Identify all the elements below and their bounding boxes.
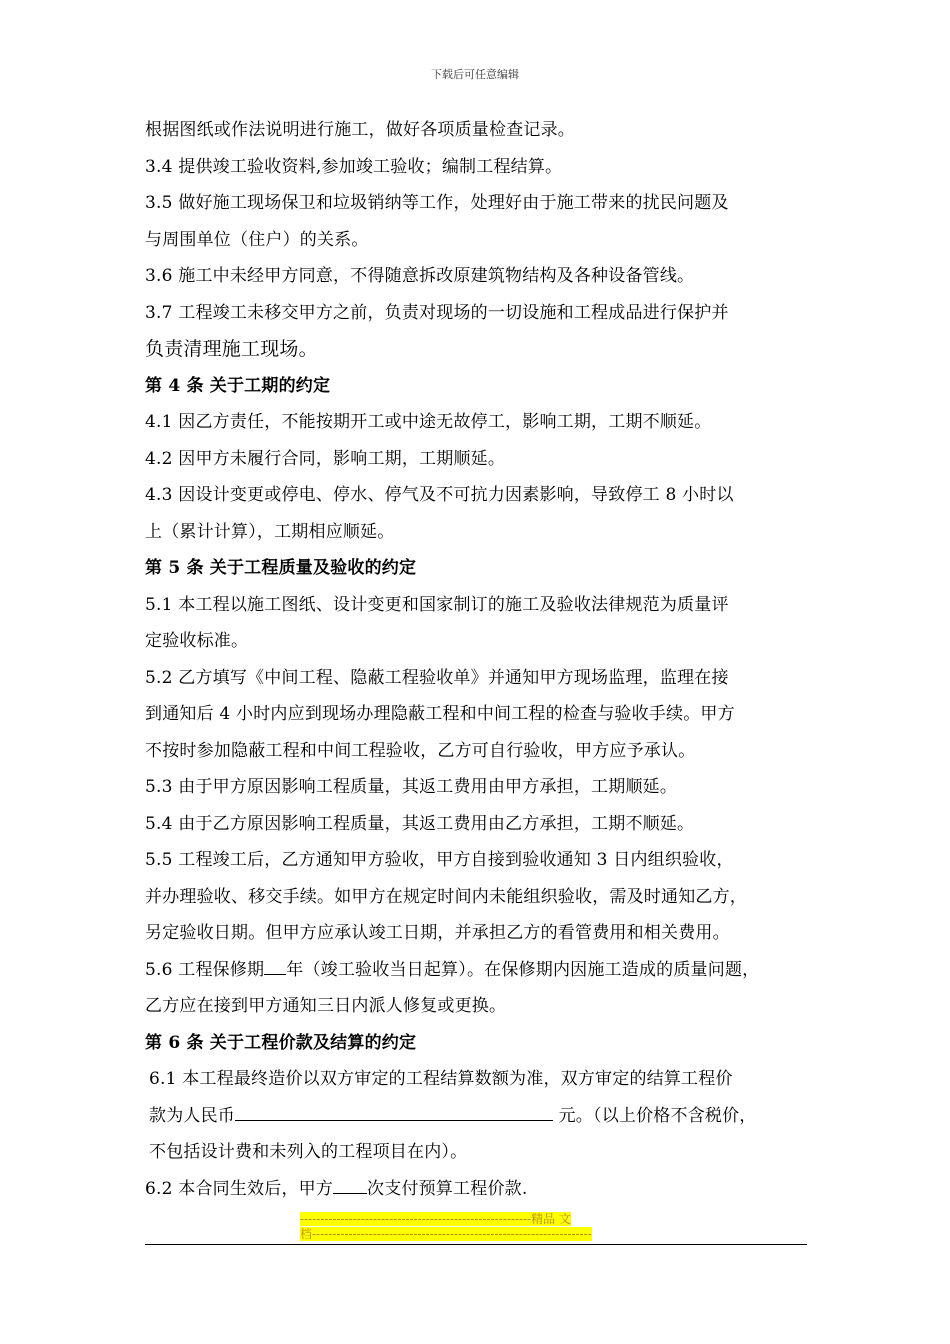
text-line: 3.6 施工中未经甲方同意，不得随意拆改原建筑物结构及各种设备管线。 <box>145 266 695 286</box>
text-line: 到通知后 4 小时内应到现场办理隐蔽工程和中间工程的检查与验收手续。甲方 <box>145 704 735 724</box>
payment-line <box>145 1171 810 1208</box>
text-line: 负责清理施工现场。 <box>145 338 318 360</box>
footer-watermark <box>300 1212 650 1242</box>
text-line: 5.2 乙方填写《中间工程、隐蔽工程验收单》并通知甲方现场监理，监理在接 <box>145 667 729 688</box>
warranty-years-blank <box>264 952 286 975</box>
text-line: 不包括设计费和未列入的工程项目在内）。 <box>149 1142 468 1162</box>
text-line: 与周围单位（住户）的关系。 <box>145 229 369 250</box>
footer-divider <box>145 1244 807 1245</box>
page-header: 下载后可任意编辑 <box>431 68 519 81</box>
section-heading: 第 5 条 关于工程质量及验收的约定 <box>145 558 417 578</box>
text-line: 3.7 工程竣工未移交甲方之前，负责对现场的一切设施和工程成品进行保护并 <box>145 302 729 323</box>
text-line: 并办理验收、移交手续。如甲方在规定时间内未能组织验收，需及时通知乙方， <box>145 886 747 907</box>
document-body <box>145 112 810 1207</box>
text-line: 另定验收日期。但甲方应承认竣工日期，并承担乙方的看管费用和相关费用。 <box>145 923 730 943</box>
text-line: 5.5 工程竣工后，乙方通知甲方验收，甲方自接到验收通知 3 日内组织验收， <box>145 850 734 870</box>
footer-line-1: ---------------------------------------------------------精品 文 <box>300 1212 571 1226</box>
price-amount-blank <box>235 1098 553 1121</box>
text-line: 定验收标准。 <box>145 631 249 651</box>
text-line: 6.1 本工程最终造价以双方审定的工程结算数额为准，双方审定的结算工程价 <box>149 1069 733 1089</box>
warranty-label: 5.6 工程保修期 <box>145 959 265 980</box>
text-line: 5.1 本工程以施工图纸、设计变更和国家制订的施工及验收法律规范为质量评 <box>145 594 729 615</box>
text-line: 5.4 由于乙方原因影响工程质量，其返工费用由乙方承担，工期不顺延。 <box>145 813 695 834</box>
price-label: 款为人民币 <box>149 1105 235 1126</box>
text-line: 上（累计计算），工期相应顺延。 <box>145 521 395 542</box>
price-line <box>145 1098 810 1135</box>
text-line: 乙方应在接到甲方通知三日内派人修复或更换。 <box>145 996 507 1016</box>
text-line: 4.3 因设计变更或停电、停水、停气及不可抗力因素影响，导致停工 8 小时以 <box>145 485 734 505</box>
text-line: 不按时参加隐蔽工程和中间工程验收，乙方可自行验收，甲方应予承认。 <box>145 740 696 761</box>
warranty-line <box>145 952 810 989</box>
text-line: 5.3 由于甲方原因影响工程质量，其返工费用由甲方承担，工期顺延。 <box>145 777 678 797</box>
section-heading: 第 4 条 关于工期的约定 <box>145 375 331 396</box>
text-line: 3.4 提供竣工验收资料,参加竣工验收；编制工程结算。 <box>145 156 563 177</box>
text-line: 4.2 因甲方未履行合同，影响工期，工期顺延。 <box>145 448 506 469</box>
warranty-text: 年（竣工验收当日起算）。在保修期内因施工造成的质量问题， <box>286 959 760 980</box>
price-text: 元。（以上价格不含税价， <box>553 1105 757 1126</box>
payment-count-blank <box>333 1171 367 1194</box>
payment-text: 次支付预算工程价款. <box>367 1178 528 1199</box>
section-heading: 第 6 条 关于工程价款及结算的约定 <box>145 1032 417 1053</box>
payment-label: 6.2 本合同生效后，甲方 <box>145 1178 334 1199</box>
text-line: 3.5 做好施工现场保卫和垃圾销纳等工作，处理好由于施工带来的扰民问题及 <box>145 193 729 213</box>
text-line: 根据图纸或作法说明进行施工，做好各项质量检查记录。 <box>145 120 575 140</box>
text-line: 4.1 因乙方责任，不能按期开工或中途无故停工，影响工期，工期不顺延。 <box>145 412 712 432</box>
footer-line-2: 档--------------------------------------------------------------------- <box>300 1227 592 1241</box>
